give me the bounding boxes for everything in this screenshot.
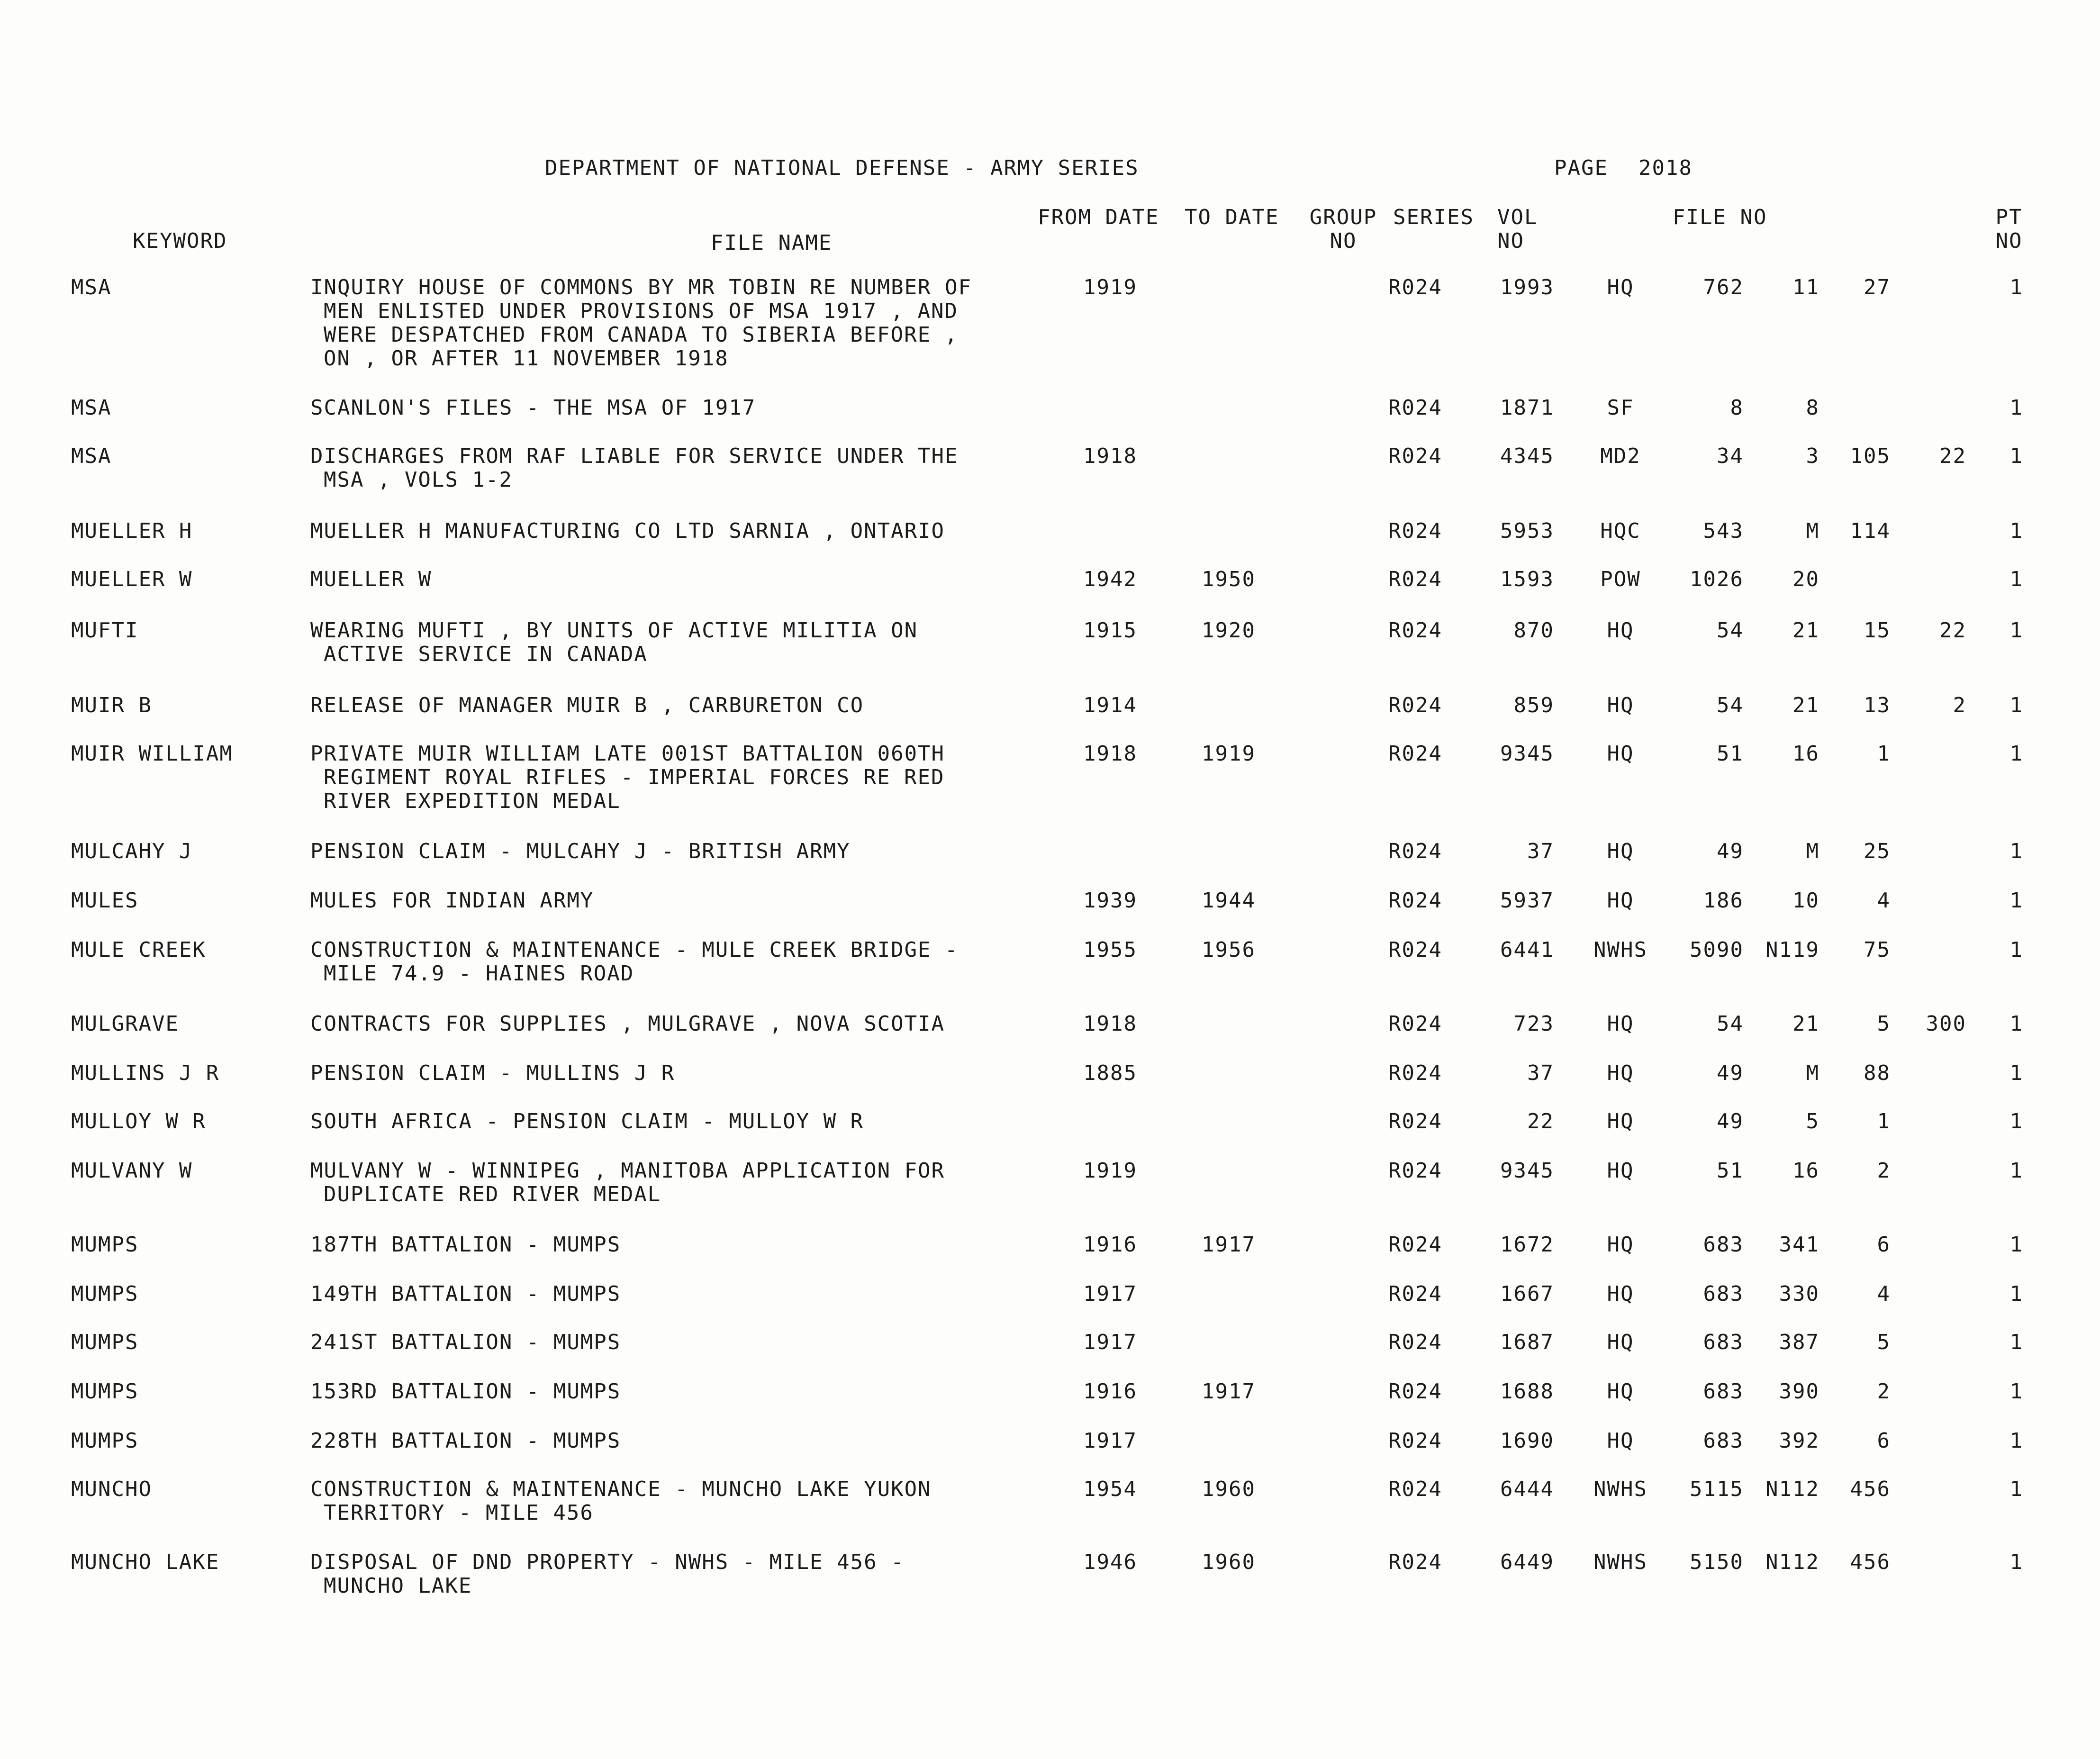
- file-name: [310, 1233, 1050, 1257]
- file-name-line: TERRITORY - MILE 456: [324, 1501, 594, 1525]
- vol-no: 9345: [1500, 1159, 1554, 1183]
- keyword: MUELLER W: [71, 567, 193, 591]
- vol-no: 9345: [1500, 742, 1554, 766]
- series: R024: [1388, 1109, 1442, 1133]
- from-date: 1918: [1083, 1012, 1137, 1036]
- file-name-line: MUELLER W: [310, 567, 432, 591]
- vol-no: 723: [1513, 1012, 1554, 1036]
- file-name-line: 228TH BATTALION - MUMPS: [310, 1429, 621, 1453]
- file-no-secondary: 5: [1806, 1109, 1819, 1133]
- file-name: [310, 742, 1050, 813]
- file-no-primary: 54: [1717, 693, 1744, 717]
- pt-no: 1: [2009, 1159, 2023, 1183]
- keyword: MUIR WILLIAM: [71, 742, 233, 766]
- file-name-line: MULES FOR INDIAN ARMY: [310, 889, 594, 913]
- header-file-no: FILE NO: [1673, 205, 1767, 229]
- file-no-primary: 683: [1703, 1330, 1744, 1354]
- pt-no: 1: [2009, 618, 2023, 643]
- series: R024: [1388, 938, 1442, 962]
- keyword: MULVANY W: [71, 1159, 193, 1183]
- file-no-primary: 5150: [1690, 1550, 1744, 1574]
- pt-no: 1: [2009, 1330, 2023, 1354]
- file-name-line: CONTRACTS FOR SUPPLIES , MULGRAVE , NOVA SCOTIA: [310, 1012, 945, 1036]
- pt-no: 1: [2009, 275, 2023, 299]
- header-group: GROUP: [1309, 205, 1377, 229]
- file-name-line: 187TH BATTALION - MUMPS: [310, 1233, 621, 1257]
- page-title: DEPARTMENT OF NATIONAL DEFENSE - ARMY SERIES: [545, 156, 1139, 180]
- vol-no: 5953: [1500, 519, 1554, 543]
- series: R024: [1388, 1379, 1442, 1404]
- file-name-line: MILE 74.9 - HAINES ROAD: [324, 961, 634, 986]
- to-date: 1917: [1202, 1233, 1256, 1257]
- vol-no: 1688: [1500, 1379, 1554, 1404]
- file-no-tertiary: 1: [1877, 742, 1891, 766]
- file-no-secondary: 390: [1779, 1379, 1819, 1404]
- from-date: 1919: [1083, 275, 1137, 299]
- to-date: 1920: [1202, 618, 1256, 643]
- from-date: 1914: [1083, 693, 1137, 717]
- keyword: MULE CREEK: [71, 938, 206, 962]
- header-group-no-line: NO: [1330, 229, 1357, 253]
- file-no-primary: 762: [1703, 275, 1744, 299]
- file-name-line: RELEASE OF MANAGER MUIR B , CARBURETON CO: [310, 693, 864, 717]
- file-name-line: SCANLON'S FILES - THE MSA OF 1917: [310, 396, 756, 420]
- file-name: [310, 1429, 1050, 1453]
- file-no-primary: 54: [1717, 1012, 1744, 1036]
- keyword: MUMPS: [71, 1282, 139, 1306]
- file-no-prefix: HQ: [1607, 1159, 1634, 1183]
- header-vol-no: [1497, 206, 1545, 253]
- vol-no: 1687: [1500, 1330, 1554, 1354]
- pt-no: 1: [2009, 567, 2023, 591]
- header-file-name: FILE NAME: [711, 231, 833, 255]
- file-no-secondary: N119: [1765, 938, 1819, 962]
- file-no-primary: 186: [1703, 889, 1744, 913]
- keyword: MUMPS: [71, 1330, 139, 1354]
- file-no-primary: 543: [1703, 519, 1744, 543]
- file-no-prefix: HQ: [1607, 742, 1634, 766]
- file-name: [310, 694, 1050, 717]
- pt-no: 1: [2009, 444, 2023, 468]
- file-name-line: PRIVATE MUIR WILLIAM LATE 001ST BATTALION 060TH: [310, 742, 945, 766]
- file-no-primary: 683: [1703, 1282, 1744, 1306]
- file-no-secondary: N112: [1765, 1550, 1819, 1574]
- file-no-tertiary: 456: [1850, 1550, 1891, 1574]
- file-no-primary: 51: [1717, 1159, 1744, 1183]
- file-name-line: PENSION CLAIM - MULLINS J R: [310, 1061, 675, 1085]
- file-no-tertiary: 13: [1864, 693, 1891, 717]
- from-date: 1916: [1083, 1379, 1137, 1404]
- file-no-secondary: 330: [1779, 1282, 1819, 1306]
- series: R024: [1388, 519, 1442, 543]
- file-no-prefix: HQC: [1600, 519, 1641, 543]
- header-group-no: [1303, 206, 1384, 253]
- file-no-primary: 683: [1703, 1233, 1744, 1257]
- file-no-secondary: 16: [1792, 742, 1819, 766]
- file-no-tertiary: 6: [1877, 1233, 1891, 1257]
- file-no-prefix: POW: [1600, 567, 1641, 591]
- keyword: MSA: [71, 396, 112, 420]
- file-name-line: CONSTRUCTION & MAINTENANCE - MUNCHO LAKE YUKON: [310, 1477, 932, 1501]
- header-keyword: KEYWORD: [133, 229, 227, 253]
- file-no-tertiary: 4: [1877, 889, 1891, 913]
- from-date: 1939: [1083, 889, 1137, 913]
- series: R024: [1388, 1477, 1442, 1501]
- keyword: MULES: [71, 889, 139, 913]
- vol-no: 1593: [1500, 567, 1554, 591]
- vol-no: 870: [1513, 618, 1554, 643]
- file-no-tertiary: 105: [1850, 444, 1891, 468]
- file-no-prefix: HQ: [1607, 889, 1634, 913]
- series: R024: [1388, 1330, 1442, 1354]
- keyword: MUMPS: [71, 1429, 139, 1453]
- pt-no: 1: [2009, 1379, 2023, 1404]
- vol-no: 6449: [1500, 1550, 1554, 1574]
- pt-no: 1: [2009, 1477, 2023, 1501]
- from-date: 1946: [1083, 1550, 1137, 1574]
- file-no-secondary: 387: [1779, 1330, 1819, 1354]
- series: R024: [1388, 693, 1442, 717]
- from-date: 1917: [1083, 1330, 1137, 1354]
- file-no-prefix: HQ: [1607, 275, 1634, 299]
- from-date: 1915: [1083, 618, 1137, 643]
- vol-no: 37: [1527, 839, 1554, 863]
- file-no-prefix: HQ: [1607, 1379, 1634, 1404]
- file-no-secondary: 8: [1806, 396, 1819, 420]
- file-name: [310, 1012, 1050, 1036]
- header-vol-no-line: NO: [1497, 229, 1524, 253]
- file-no-prefix: HQ: [1607, 1282, 1634, 1306]
- series: R024: [1388, 1282, 1442, 1306]
- series: R024: [1388, 1159, 1442, 1183]
- keyword: MUIR B: [71, 693, 152, 717]
- file-no-quaternary: 22: [1939, 618, 1966, 643]
- file-no-prefix: HQ: [1607, 1061, 1634, 1085]
- file-no-secondary: N112: [1765, 1477, 1819, 1501]
- from-date: 1885: [1083, 1061, 1137, 1085]
- series: R024: [1388, 275, 1442, 299]
- keyword: MULLINS J R: [71, 1061, 220, 1085]
- file-no-tertiary: 114: [1850, 519, 1891, 543]
- file-no-secondary: 21: [1792, 1012, 1819, 1036]
- to-date: 1960: [1202, 1550, 1256, 1574]
- keyword: MUELLER H: [71, 519, 193, 543]
- file-name: [310, 1110, 1050, 1133]
- file-name-line: 149TH BATTALION - MUMPS: [310, 1282, 621, 1306]
- file-name: [310, 568, 1050, 591]
- file-no-tertiary: 6: [1877, 1429, 1891, 1453]
- from-date: 1918: [1083, 742, 1137, 766]
- file-no-primary: 683: [1703, 1379, 1744, 1404]
- file-name: [310, 1282, 1050, 1306]
- pt-no: 1: [2009, 1012, 2023, 1036]
- file-no-tertiary: 2: [1877, 1159, 1891, 1183]
- vol-no: 859: [1513, 693, 1554, 717]
- file-name: [310, 1380, 1050, 1404]
- vol-no: 37: [1527, 1061, 1554, 1085]
- file-no-tertiary: 5: [1877, 1012, 1891, 1036]
- file-no-secondary: 21: [1792, 618, 1819, 643]
- vol-no: 1667: [1500, 1282, 1554, 1306]
- keyword: MUMPS: [71, 1233, 139, 1257]
- file-no-prefix: NWHS: [1593, 1477, 1647, 1501]
- keyword: MSA: [71, 275, 112, 299]
- vol-no: 1993: [1500, 275, 1554, 299]
- file-no-prefix: HQ: [1607, 1330, 1634, 1354]
- to-date: 1960: [1202, 1477, 1256, 1501]
- vol-no: 1690: [1500, 1429, 1554, 1453]
- from-date: 1954: [1083, 1477, 1137, 1501]
- file-no-quaternary: 300: [1926, 1012, 1966, 1036]
- series: R024: [1388, 839, 1442, 863]
- file-no-prefix: NWHS: [1593, 1550, 1647, 1574]
- file-name: [310, 519, 1050, 543]
- file-no-tertiary: 2: [1877, 1379, 1891, 1404]
- file-name-line: WEARING MUFTI , BY UNITS OF ACTIVE MILITIA ON: [310, 618, 918, 643]
- series: R024: [1388, 1429, 1442, 1453]
- file-name: [310, 276, 1050, 371]
- series: R024: [1388, 1233, 1442, 1257]
- file-no-prefix: HQ: [1607, 1109, 1634, 1133]
- file-name: [310, 1061, 1050, 1085]
- pt-no: 1: [2009, 1233, 2023, 1257]
- series: R024: [1388, 618, 1442, 643]
- file-name-line: DISPOSAL OF DND PROPERTY - NWHS - MILE 456 -: [310, 1550, 905, 1574]
- file-name-line: ON , OR AFTER 11 NOVEMBER 1918: [324, 346, 729, 371]
- file-no-primary: 683: [1703, 1429, 1744, 1453]
- file-no-prefix: HQ: [1607, 1012, 1634, 1036]
- series: R024: [1388, 1550, 1442, 1574]
- file-name: [310, 444, 1050, 492]
- file-no-prefix: HQ: [1607, 1233, 1634, 1257]
- file-name-line: RIVER EXPEDITION MEDAL: [324, 789, 621, 813]
- series: R024: [1388, 889, 1442, 913]
- file-name: [310, 889, 1050, 913]
- file-name-line: MUELLER H MANUFACTURING CO LTD SARNIA , ONTARIO: [310, 519, 945, 543]
- file-name: [310, 938, 1050, 986]
- file-no-quaternary: 22: [1939, 444, 1966, 468]
- vol-no: 1672: [1500, 1233, 1554, 1257]
- file-no-primary: 5115: [1690, 1477, 1744, 1501]
- pt-no: 1: [2009, 396, 2023, 420]
- series: R024: [1388, 1061, 1442, 1085]
- file-no-prefix: MD2: [1600, 444, 1641, 468]
- page-number: 2018: [1638, 156, 1693, 180]
- series: R024: [1388, 742, 1442, 766]
- file-no-secondary: 11: [1792, 275, 1819, 299]
- file-no-primary: 1026: [1690, 567, 1744, 591]
- vol-no: 6444: [1500, 1477, 1554, 1501]
- file-name: [310, 1550, 1050, 1598]
- file-no-secondary: 3: [1806, 444, 1819, 468]
- keyword: MULCAHY J: [71, 839, 193, 863]
- file-no-prefix: HQ: [1607, 839, 1634, 863]
- to-date: 1944: [1202, 889, 1256, 913]
- pt-no: 1: [2009, 1282, 2023, 1306]
- file-name-line: INQUIRY HOUSE OF COMMONS BY MR TOBIN RE NUMBER OF: [310, 275, 972, 299]
- vol-no: 5937: [1500, 889, 1554, 913]
- file-name-line: REGIMENT ROYAL RIFLES - IMPERIAL FORCES RE RED: [324, 765, 945, 789]
- pt-no: 1: [2009, 1109, 2023, 1133]
- file-no-secondary: 20: [1792, 567, 1819, 591]
- keyword: MUNCHO: [71, 1477, 152, 1501]
- keyword: MUMPS: [71, 1379, 139, 1404]
- pt-no: 1: [2009, 693, 2023, 717]
- file-no-tertiary: 4: [1877, 1282, 1891, 1306]
- keyword: MULGRAVE: [71, 1012, 179, 1036]
- file-name-line: 241ST BATTALION - MUMPS: [310, 1330, 621, 1354]
- keyword: MULLOY W R: [71, 1109, 206, 1133]
- from-date: 1917: [1083, 1429, 1137, 1453]
- pt-no: 1: [2009, 519, 2023, 543]
- file-no-prefix: HQ: [1607, 618, 1634, 643]
- header-from-date: FROM DATE: [1038, 205, 1159, 229]
- to-date: 1956: [1202, 938, 1256, 962]
- file-name: [310, 619, 1050, 666]
- header-pt: PT: [1995, 205, 2023, 229]
- keyword: MUNCHO LAKE: [71, 1550, 220, 1574]
- file-no-secondary: 10: [1792, 889, 1819, 913]
- file-name-line: 153RD BATTALION - MUMPS: [310, 1379, 621, 1404]
- page-label: [1554, 156, 1693, 180]
- file-no-tertiary: 27: [1864, 275, 1891, 299]
- to-date: 1917: [1202, 1379, 1256, 1404]
- file-no-primary: 49: [1717, 1061, 1744, 1085]
- file-no-quaternary: 2: [1953, 693, 1966, 717]
- file-name-line: MUNCHO LAKE: [324, 1574, 472, 1598]
- from-date: 1918: [1083, 444, 1137, 468]
- file-name: [310, 396, 1050, 420]
- file-name-line: DISCHARGES FROM RAF LIABLE FOR SERVICE UNDER THE: [310, 444, 959, 468]
- file-no-primary: 8: [1730, 396, 1744, 420]
- keyword: MSA: [71, 444, 112, 468]
- file-name-line: MEN ENLISTED UNDER PROVISIONS OF MSA 1917 , AND: [324, 299, 959, 323]
- file-no-primary: 49: [1717, 1109, 1744, 1133]
- file-name-line: ACTIVE SERVICE IN CANADA: [324, 642, 648, 666]
- header-pt-no-line: NO: [1995, 229, 2023, 253]
- file-no-tertiary: 25: [1864, 839, 1891, 863]
- pt-no: 1: [2009, 889, 2023, 913]
- file-no-prefix: NWHS: [1593, 938, 1647, 962]
- file-no-tertiary: 5: [1877, 1330, 1891, 1354]
- file-name: [310, 1331, 1050, 1354]
- series: R024: [1388, 396, 1442, 420]
- file-no-tertiary: 15: [1864, 618, 1891, 643]
- file-no-tertiary: 456: [1850, 1477, 1891, 1501]
- file-no-tertiary: 75: [1864, 938, 1891, 962]
- file-no-tertiary: 1: [1877, 1109, 1891, 1133]
- file-no-tertiary: 88: [1864, 1061, 1891, 1085]
- file-no-secondary: 392: [1779, 1429, 1819, 1453]
- file-no-primary: 49: [1717, 839, 1744, 863]
- pt-no: 1: [2009, 839, 2023, 863]
- pt-no: 1: [2009, 1061, 2023, 1085]
- file-no-prefix: HQ: [1607, 1429, 1634, 1453]
- pt-no: 1: [2009, 742, 2023, 766]
- from-date: 1916: [1083, 1233, 1137, 1257]
- file-no-secondary: 341: [1779, 1233, 1819, 1257]
- pt-no: 1: [2009, 938, 2023, 962]
- series: R024: [1388, 567, 1442, 591]
- vol-no: 22: [1527, 1109, 1554, 1133]
- from-date: 1955: [1083, 938, 1137, 962]
- vol-no: 4345: [1500, 444, 1554, 468]
- file-no-prefix: HQ: [1607, 693, 1634, 717]
- file-no-prefix: SF: [1607, 396, 1634, 420]
- file-no-primary: 34: [1717, 444, 1744, 468]
- file-no-secondary: 21: [1792, 693, 1819, 717]
- pt-no: 1: [2009, 1429, 2023, 1453]
- file-no-primary: 54: [1717, 618, 1744, 643]
- file-name-line: MSA , VOLS 1-2: [324, 468, 513, 492]
- header-vol: VOL: [1497, 205, 1538, 229]
- vol-no: 6441: [1500, 938, 1554, 962]
- to-date: 1919: [1202, 742, 1256, 766]
- file-no-secondary: M: [1806, 839, 1819, 863]
- file-name-line: PENSION CLAIM - MULCAHY J - BRITISH ARMY: [310, 839, 851, 863]
- header-to-date: TO DATE: [1185, 205, 1279, 229]
- file-name: [310, 840, 1050, 863]
- file-name-line: DUPLICATE RED RIVER MEDAL: [324, 1182, 661, 1206]
- file-name-line: CONSTRUCTION & MAINTENANCE - MULE CREEK BRIDGE -: [310, 938, 959, 962]
- pt-no: 1: [2009, 1550, 2023, 1574]
- file-name-line: MULVANY W - WINNIPEG , MANITOBA APPLICATION FOR: [310, 1159, 945, 1183]
- file-no-secondary: M: [1806, 519, 1819, 543]
- file-name: [310, 1478, 1050, 1525]
- from-date: 1942: [1083, 567, 1137, 591]
- keyword: MUFTI: [71, 618, 139, 643]
- file-no-secondary: M: [1806, 1061, 1819, 1085]
- from-date: 1919: [1083, 1159, 1137, 1183]
- vol-no: 1871: [1500, 396, 1554, 420]
- series: R024: [1388, 1012, 1442, 1036]
- file-no-primary: 51: [1717, 742, 1744, 766]
- file-name-line: SOUTH AFRICA - PENSION CLAIM - MULLOY W R: [310, 1109, 864, 1133]
- file-no-secondary: 16: [1792, 1159, 1819, 1183]
- file-name: [310, 1159, 1050, 1206]
- from-date: 1917: [1083, 1282, 1137, 1306]
- header-pt-no: [1985, 206, 2033, 253]
- file-no-primary: 5090: [1690, 938, 1744, 962]
- to-date: 1950: [1202, 567, 1256, 591]
- header-series: SERIES: [1393, 205, 1474, 229]
- series: R024: [1388, 444, 1442, 468]
- page-label-text: PAGE: [1554, 156, 1608, 180]
- file-name-line: WERE DESPATCHED FROM CANADA TO SIBERIA BEFORE ,: [324, 323, 959, 347]
